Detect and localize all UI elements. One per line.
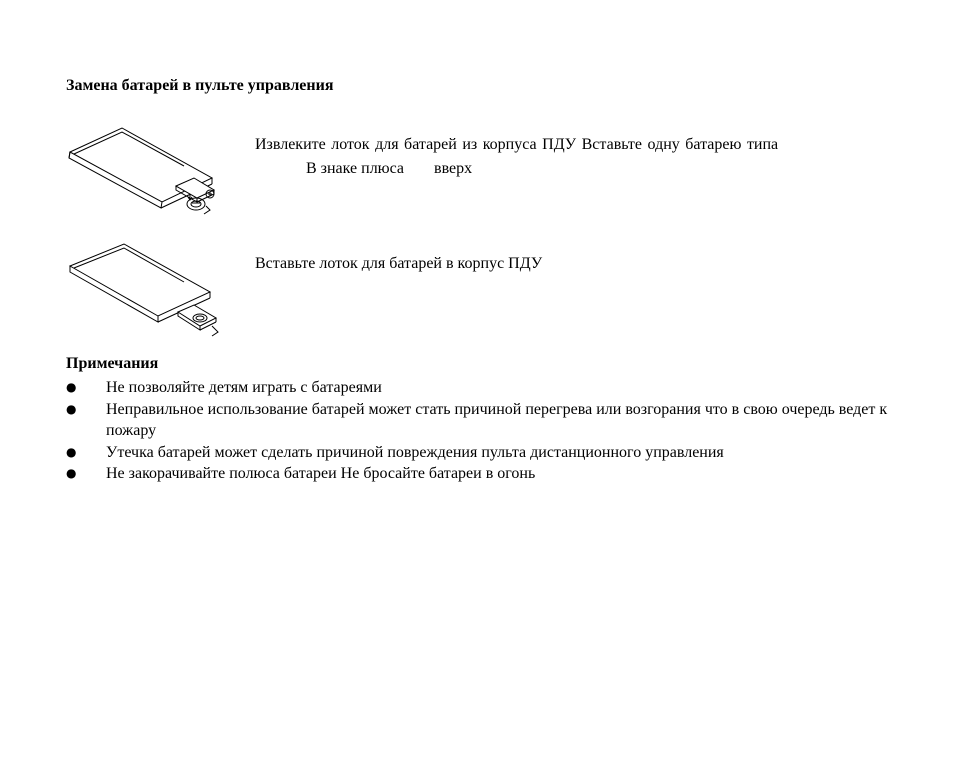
bullet-icon: ●: [66, 401, 77, 416]
step1-up-text: вверх: [434, 160, 473, 177]
note-text: Утечка батарей может сделать причиной повреждения пульта дистанционного управления: [106, 443, 724, 461]
step1-instruction: Извлеките лоток для батарей из корпуса ПДУ Вставьте одну батарею типа: [255, 136, 779, 153]
list-item: [66, 399, 926, 442]
bullet-icon: ●: [66, 466, 77, 480]
remote-tray-out-with-battery-icon: [64, 124, 229, 224]
list-item: [66, 442, 926, 464]
step1-instruction-continued: [306, 160, 472, 178]
bullet-icon: ●: [66, 444, 77, 459]
notes-list: [66, 377, 926, 485]
note-text: Не закорачивайте полюса батареи Не бросайте батареи в огонь: [106, 465, 536, 482]
remote-tray-inserted-icon: [66, 242, 226, 340]
list-item: [66, 463, 926, 485]
section-heading: Замена батарей в пульте управления: [66, 77, 334, 94]
note-text: Не позволяйте детям играть с батареями: [106, 379, 382, 396]
step1-plus-sign-text: В знаке плюса: [306, 160, 405, 177]
note-text: Неправильное использование батарей может стать причиной перегрева или возгорания что в свою очередь ведет к пожару: [106, 400, 888, 439]
list-item: [66, 377, 926, 399]
notes-title: Примечания: [66, 355, 159, 372]
step2-instruction: Вставьте лоток для батарей в корпус ПДУ: [255, 255, 543, 272]
bullet-icon: ●: [66, 380, 77, 394]
